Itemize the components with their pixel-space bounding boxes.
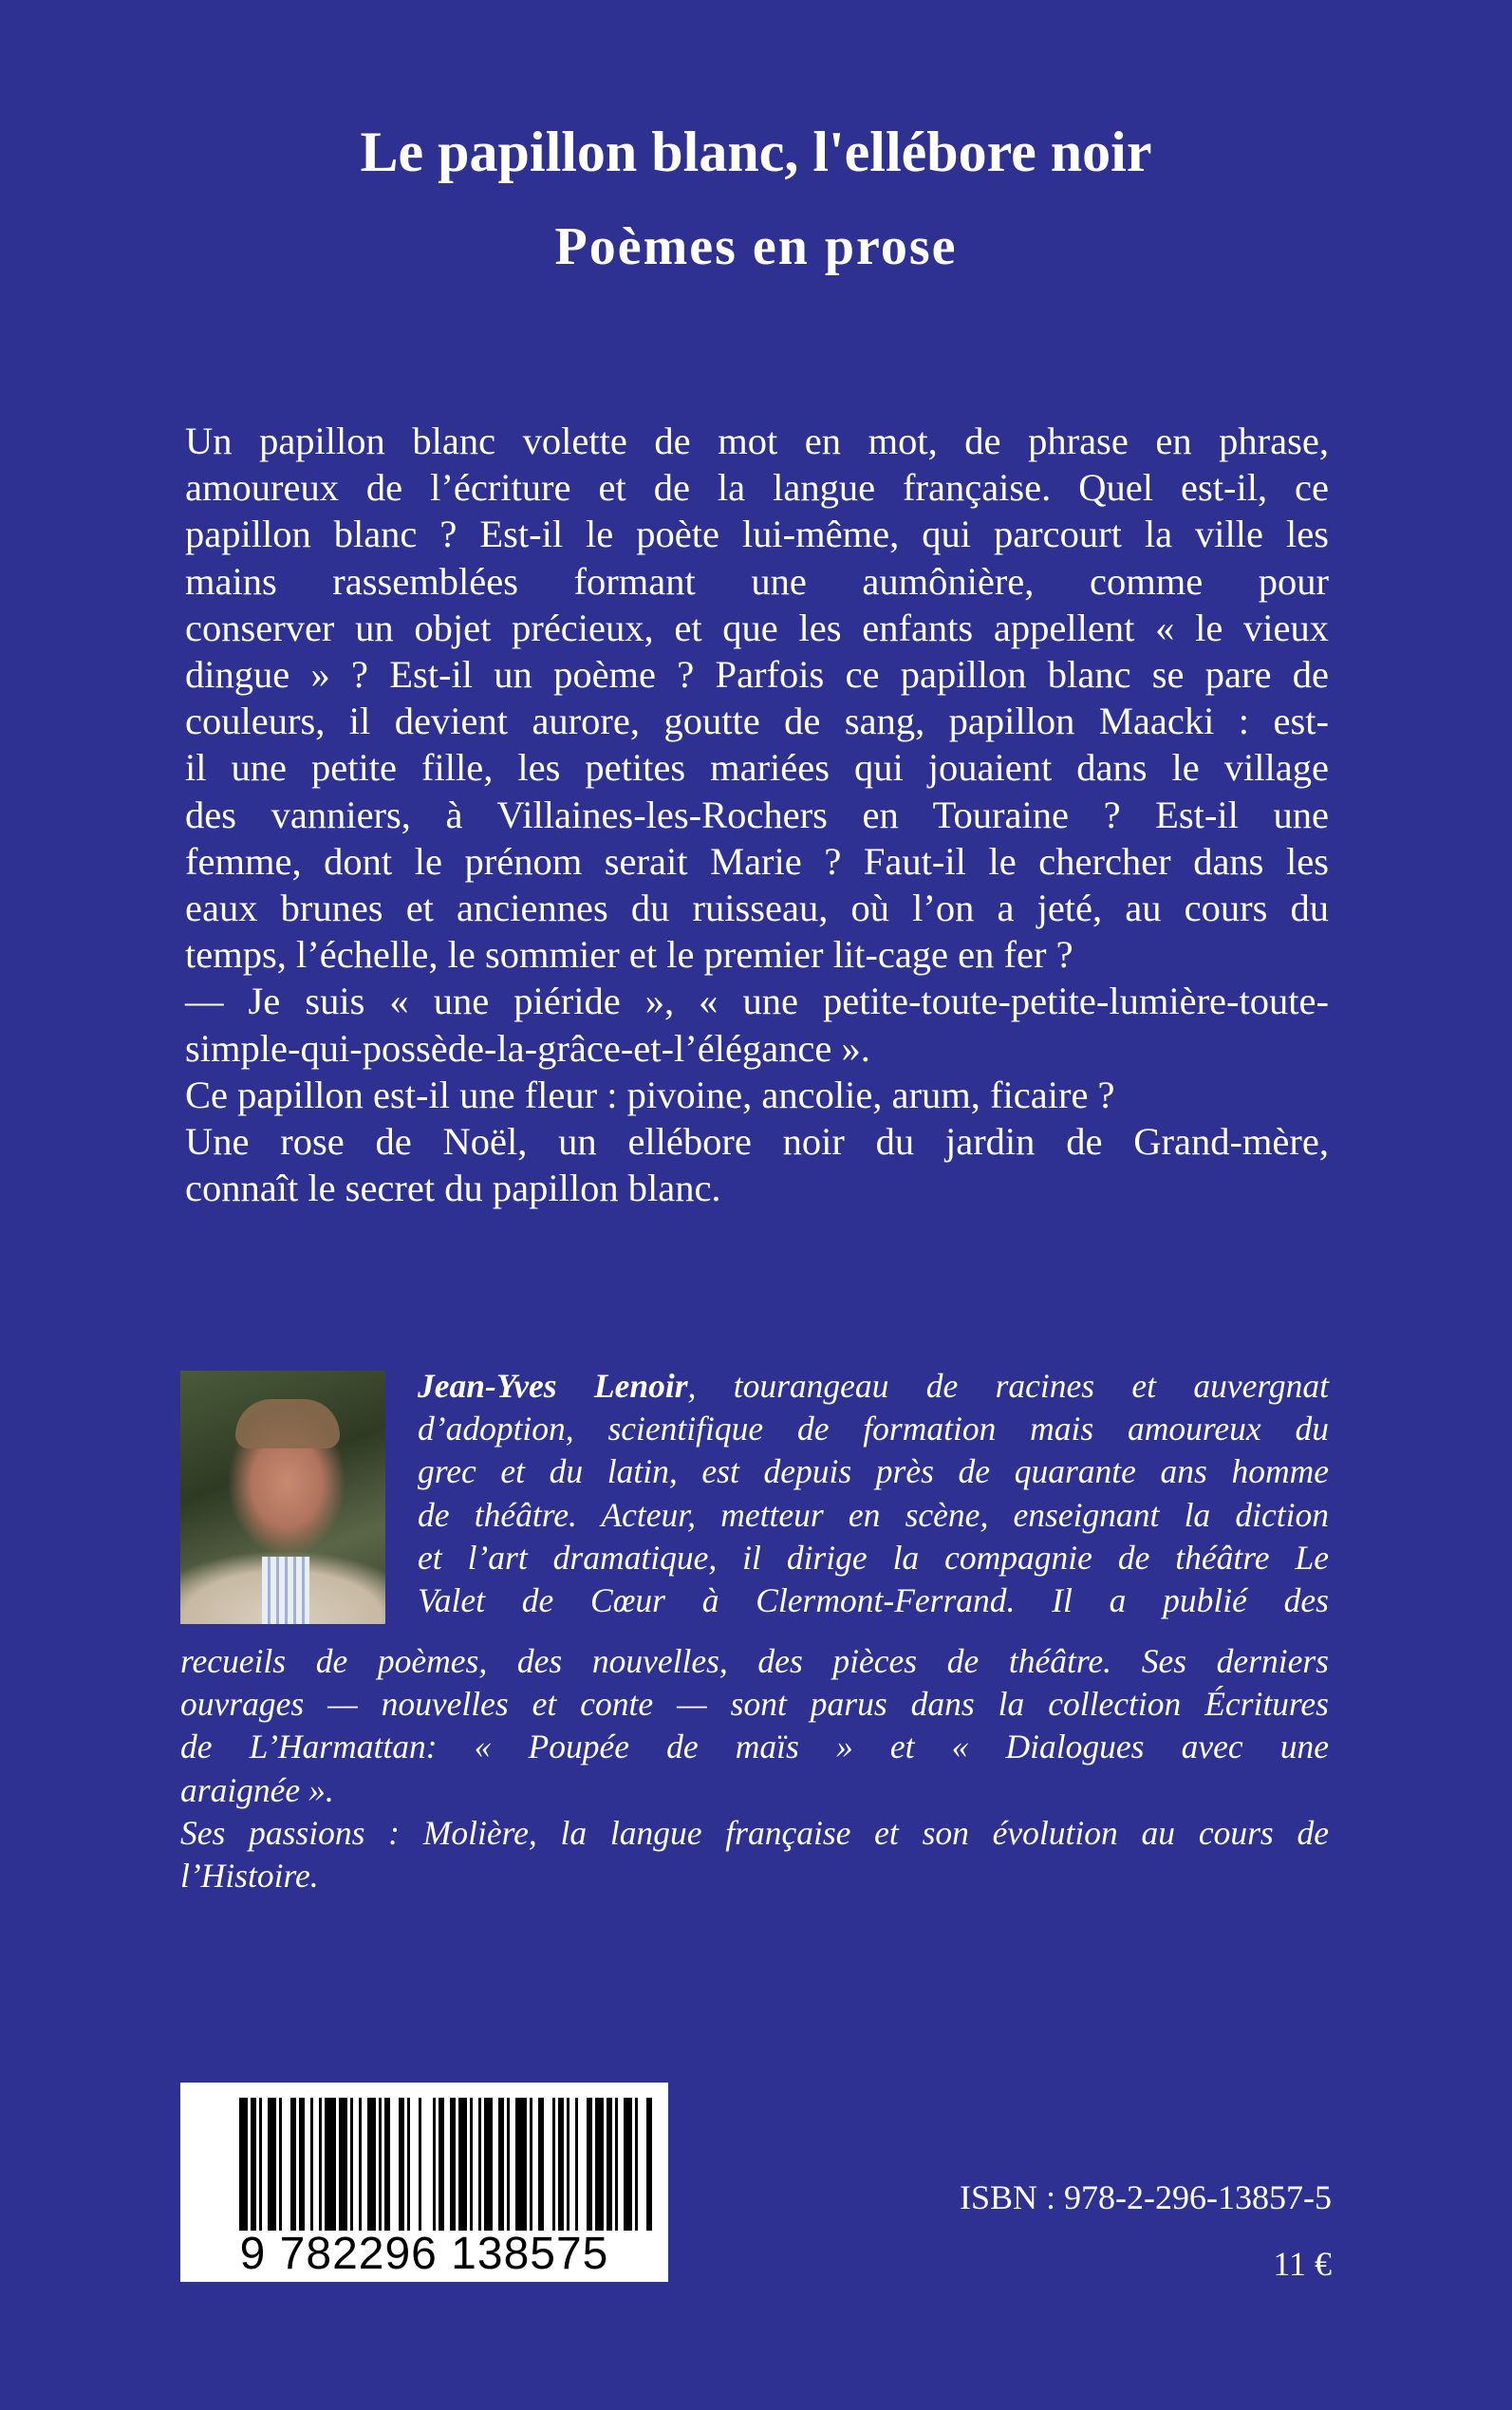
barcode-bar (567, 2098, 569, 2231)
blurb-line: mains rassemblées formant une aumônière, comme pour (185, 559, 1329, 603)
blurb-line: simple-qui-possède-la-grâce-et-l’élégance ». (185, 1026, 870, 1070)
blurb-line: connaît le secret du papillon blanc. (185, 1167, 721, 1210)
author-biography (180, 1365, 1329, 1897)
barcode-bar (558, 2098, 564, 2231)
price: 11 € (1273, 2245, 1332, 2283)
bio-line: grec et du latin, est depuis près de quarante ans homme (418, 1452, 1329, 1491)
barcode (180, 2083, 668, 2282)
barcode-bar (595, 2098, 604, 2231)
barcode-bar (384, 2098, 390, 2231)
bio-line: recueils de poèmes, des nouvelles, des pièces de théâtre. Ses derniers (180, 1642, 1329, 1680)
barcode-bar (399, 2098, 404, 2231)
barcode-bar (407, 2098, 410, 2231)
blurb-line: Un papillon blanc volette de mot en mot, de phrase en phrase, (185, 420, 1329, 462)
barcode-bar (587, 2098, 592, 2231)
barcode-bar (259, 2098, 262, 2231)
bio-line: de L’Harmattan: « Poupée de maïs » et « Dialogues avec une (180, 1728, 1329, 1766)
blurb-line: couleurs, il devient aurore, goutte de sang, papillon Maacki : est- (185, 700, 1329, 743)
blurb-line: eaux brunes et anciennes du ruisseau, où l’on a jeté, au cours du (185, 887, 1329, 930)
back-cover-blurb (185, 418, 1329, 1211)
barcode-bar (325, 2098, 336, 2231)
blurb-line: des vanniers, à Villaines-les-Rochers en Touraine ? Est-il une (185, 793, 1329, 836)
barcode-bar (575, 2098, 578, 2231)
barcode-bar (470, 2098, 473, 2231)
barcode-bar (530, 2098, 532, 2231)
bio-line: d’adoption, scientifique de formation mais amoureux du (418, 1410, 1329, 1448)
blurb-line: il une petite fille, les petites mariées qui jouaient dans le village (185, 746, 1329, 790)
blurb-line: conserver un objet précieux, et que les enfants appellent « le vieux (185, 606, 1329, 649)
barcode-bar (635, 2098, 638, 2231)
barcode-bar (478, 2098, 481, 2231)
barcode-bar (251, 2098, 256, 2231)
bio-line: araignée ». (180, 1770, 334, 1809)
barcode-bar (319, 2098, 322, 2231)
barcode-bar (646, 2098, 652, 2231)
barcode-bar (507, 2098, 510, 2231)
blurb-line: Une rose de Noël, un ellébore noir du jardin de Grand-mère, (185, 1120, 1329, 1164)
barcode-bar (419, 2098, 421, 2231)
blurb-line: femme, dont le prénom serait Marie ? Faut-il le chercher dans les (185, 839, 1329, 883)
barcode-bar (607, 2098, 612, 2231)
barcode-graphic (180, 2083, 668, 2282)
bio-line: Valet de Cœur à Clermont-Ferrand. Il a publié des (418, 1581, 1329, 1620)
blurb-line: papillon blanc ? Est-il le poète lui-même, qui parcourt la ville les (185, 513, 1329, 556)
blurb-line: dingue » ? Est-il un poème ? Parfois ce papillon blanc se pare de (185, 653, 1329, 697)
barcode-bar (339, 2098, 347, 2231)
barcode-bar (310, 2098, 313, 2231)
barcode-digits: 9 782296 138575 (239, 2229, 609, 2279)
author-name: Jean-Yves Lenoir (418, 1367, 688, 1405)
barcode-bar (552, 2098, 555, 2231)
barcode-bar (268, 2098, 276, 2231)
isbn-number: ISBN : 978-2-296-13857-5 (960, 2178, 1332, 2216)
bio-line: de théâtre. Acteur, metteur en scène, enseignant la diction (418, 1495, 1329, 1534)
barcode-bar (515, 2098, 527, 2231)
barcode-bar (379, 2098, 382, 2231)
barcode-bar (450, 2098, 456, 2231)
bio-line: ouvrages — nouvelles et conte — sont parus dans la collection Écritures (180, 1685, 1329, 1724)
blurb-line: — Je suis « une piéride », « une petite-toute-petite-lumière-toute- (185, 980, 1329, 1023)
bio-line: l’Histoire. (180, 1857, 319, 1896)
barcode-bar (359, 2098, 362, 2231)
barcode-bar (367, 2098, 376, 2231)
barcode-bar (239, 2098, 248, 2231)
barcode-bar (538, 2098, 544, 2231)
barcode-bar (299, 2098, 305, 2231)
bio-line-rest: , tourangeau de racines et auvergnat (687, 1367, 1329, 1405)
barcode-bar (433, 2098, 436, 2231)
barcode-bar (458, 2098, 467, 2231)
barcode-bar (439, 2098, 444, 2231)
book-title: Le papillon blanc, l'ellébore noir (360, 121, 1152, 183)
barcode-bar (290, 2098, 296, 2231)
blurb-line: amoureux de l’écriture et de la langue française. Quel est-il, ce (185, 466, 1329, 510)
barcode-bar (350, 2098, 353, 2231)
barcode-bar (498, 2098, 504, 2231)
bio-line: Ses passions : Molière, la langue française et son évolution au cours de (180, 1813, 1329, 1852)
blurb-line: Ce papillon est-il une fleur : pivoine, ancolie, arum, ficaire ? (185, 1073, 1115, 1116)
book-subtitle: Poèmes en prose (554, 217, 958, 276)
barcode-bar (624, 2098, 632, 2231)
barcode-bar (615, 2098, 618, 2231)
blurb-line: temps, l’échelle, le sommier et le premier lit-cage en fer ? (185, 933, 1073, 977)
barcode-bar (484, 2098, 493, 2231)
barcode-bar (279, 2098, 282, 2231)
bio-line: et l’art dramatique, il dirige la compagnie de théâtre Le (418, 1538, 1329, 1577)
